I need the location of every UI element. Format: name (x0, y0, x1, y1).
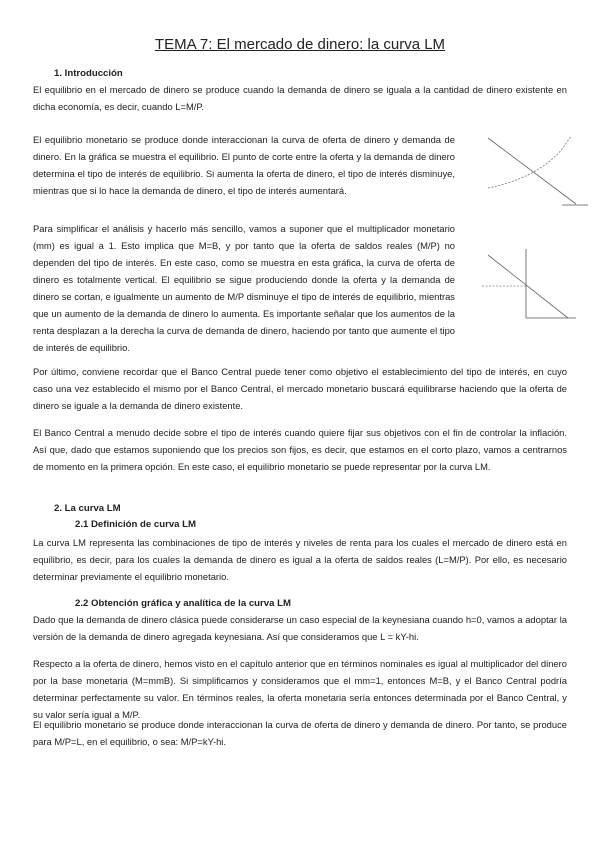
subsection-heading-obtencion: 2.2 Obtención gráfica y analítica de la curva LM (75, 598, 291, 609)
paragraph: Para simplificar el análisis y hacerlo más sencillo, vamos a suponer que el multiplicador monetario (mm) es igual a 1. Esto implica que M=B, y por tanto que la oferta de saldos reales (M/P) no dependen del tipo de interés. En este caso, como se muestra en esta gráfica, la curva de oferta de dinero es totalmente vertical. El equilibrio se sigue produciendo donde la oferta y la demanda de dinero se cortan, e igualmente un aumento de M/P disminuye el tipo de interés de equilibrio, mientras que un aumento de la demanda de dinero lo aumenta. Es importante señalar que los aumentos de la renta desplazan a la derecha la curva de demanda de dinero, haciendo por tanto que aumente el tipo de interés de equilibrio. (33, 223, 455, 353)
paragraph: El equilibrio monetario se produce donde interaccionan la curva de oferta de dinero y demanda de dinero. En la gráfica se muestra el equilibrio. El punto de corte entre la oferta y la demanda de dinero determina el tipo de interés de equilibrio. Si aumenta la oferta de dinero, el tipo de interés disminuye, mientras que si lo hace la demanda de dinero, el tipo de interés aumentará. (33, 134, 455, 196)
paragraph: El equilibrio monetario se produce donde interaccionan la curva de oferta de dinero y demanda de dinero. Por tanto, se produce para M/P=L, en el equilibrio, o sea: M/P=kY-hi. (33, 719, 567, 747)
money-market-equilibrium-figure (478, 128, 593, 213)
paragraph: El Banco Central a menudo decide sobre el tipo de interés cuando quiere fijar sus objetivos con el fin de controlar la inflación. Así que, dado que estamos suponiendo que los precios son fijos, es decir, que estamos en el corto plazo, vamos a centrarnos de momento en la primera opción. En este caso, el equilibrio monetario se puede representar por la curva LM. (33, 427, 567, 472)
section-heading-curva-lm: 2. La curva LM (54, 503, 121, 514)
paragraph: Respecto a la oferta de dinero, hemos visto en el capítulo anterior que en términos nominales es igual al multiplicador del dinero por la base monetaria (M=mmB). Si simplificamos y consideramos que el mm=1, entonces M=B, y el Banco Central podría determinar perfectamente su valor. En términos reales, la oferta monetaria sería entonces determinada por el Banco Central, y su valor sería igual a M/P. (33, 658, 567, 720)
paragraph: Por último, conviene recordar que el Banco Central puede tener como objetivo el establecimiento del tipo de interés, en cuyo caso una vez establecido el mismo por el Banco Central, el mercado monetario buscará equilibrarse haciendo que la oferta de dinero se iguale a la demanda de dinero existente. (33, 366, 567, 411)
money-demand-line (488, 138, 576, 204)
paragraph: La curva LM representa las combinaciones de tipo de interés y niveles de renta para los cuales el mercado de dinero está en equilibrio, es decir, para los cuales la demanda de dinero es igual a la oferta de saldos reales (L=M/P). Por ello, es necesario determinar previamente el equilibrio monetario. (33, 537, 567, 582)
paragraph: Dado que la demanda de dinero clásica puede considerarse un caso especial de la keynesiana cuando h=0, vamos a adoptar la versión de la demanda de dinero agregada keynesiana. Así que consideramos que L = kY-hi. (33, 614, 567, 642)
page-title: TEMA 7: El mercado de dinero: la curva LM (154, 36, 446, 53)
section-heading-introduccion: 1. Introducción (54, 68, 123, 79)
vertical-money-supply-figure (478, 245, 593, 323)
paragraph: El equilibrio en el mercado de dinero se produce cuando la demanda de dinero se iguala a la cantidad de dinero existente en dicha economía, es decir, cuando L=M/P. (33, 84, 567, 112)
subsection-heading-definicion: 2.1 Definición de curva LM (75, 519, 197, 530)
money-demand-line (488, 255, 568, 318)
money-supply-curve (488, 136, 571, 188)
